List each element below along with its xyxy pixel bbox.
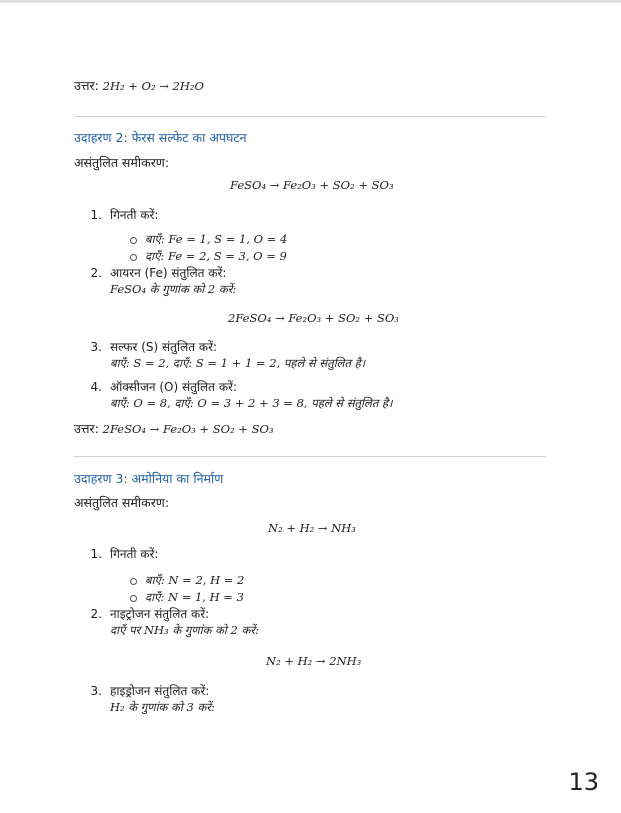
ex2-step2-number: 2. — [90, 266, 102, 280]
ex3-step2-equation: N₂ + H₂ → 2NH₃ — [266, 654, 362, 668]
ex3-step1-number: 1. — [90, 547, 102, 561]
answer-1-label: उत्तर: — [74, 78, 99, 93]
ex2-step2-text: आयरन (Fe) संतुलित करें: — [110, 266, 227, 280]
divider-2 — [74, 456, 546, 457]
divider-1 — [74, 116, 546, 117]
ex2-step3-detail: बाएँ: S = 2, दाएँ: S = 1 + 1 = 2, पहले से संतुलित है। — [110, 356, 366, 370]
bullet-icon — [130, 578, 137, 585]
ex2-step1-number: 1. — [90, 208, 102, 222]
ex3-step2-text: नाइट्रोजन संतुलित करें: — [110, 607, 210, 621]
ex2-step4-number: 4. — [90, 380, 102, 394]
ex2-step3-text: सल्फर (S) संतुलित करें: — [110, 340, 218, 354]
answer-2-label: उत्तर: — [74, 421, 99, 436]
ex3-step3-number: 3. — [90, 684, 102, 698]
ex2-step3-number: 3. — [90, 340, 102, 354]
ex3-step3-detail: H₂ के गुणांक को 3 करें: — [110, 700, 215, 714]
page-top-edge — [0, 0, 621, 3]
bullet-icon — [130, 254, 137, 261]
answer-1 — [74, 78, 204, 94]
ex2-step1-left: बाएँ: Fe = 1, S = 1, O = 4 — [145, 232, 288, 246]
example-2-unbalanced-label: असंतुलित समीकरण: — [74, 155, 170, 170]
ex2-step2-equation: 2FeSO₄ → Fe₂O₃ + SO₂ + SO₃ — [228, 311, 399, 325]
example-3-equation: N₂ + H₂ → NH₃ — [268, 521, 356, 535]
ex3-step1-text: गिनती करें: — [110, 547, 159, 561]
answer-2 — [74, 421, 274, 437]
bullet-icon — [130, 237, 137, 244]
example-2-title: उदाहरण 2: फेरस सल्फेट का अपघटन — [74, 130, 247, 145]
ex2-step4-detail: बाएँ: O = 8, दाएँ: O = 3 + 2 + 3 = 8, पहले से संतुलित है। — [110, 396, 393, 410]
example-2-equation: FeSO₄ → Fe₂O₃ + SO₂ + SO₃ — [230, 178, 394, 192]
answer-1-equation: 2H₂ + O₂ → 2H₂O — [102, 79, 204, 93]
page-number: 13 — [568, 768, 599, 796]
ex3-step2-detail: दाएँ पर NH₃ के गुणांक को 2 करें: — [110, 623, 259, 637]
ex2-step2-detail: FeSO₄ के गुणांक को 2 करें: — [110, 282, 237, 296]
ex3-step2-number: 2. — [90, 607, 102, 621]
ex2-step1-right: दाएँ: Fe = 2, S = 3, O = 9 — [145, 249, 287, 263]
example-3-title: उदाहरण 3: अमोनिया का निर्माण — [74, 471, 224, 486]
example-3-unbalanced-label: असंतुलित समीकरण: — [74, 495, 170, 510]
ex3-step1-left: बाएँ: N = 2, H = 2 — [145, 573, 245, 587]
ex3-step3-text: हाइड्रोजन संतुलित करें: — [110, 684, 210, 698]
ex2-step1-text: गिनती करें: — [110, 208, 159, 222]
answer-2-equation: 2FeSO₄ → Fe₂O₃ + SO₂ + SO₃ — [102, 422, 274, 436]
ex3-step1-right: दाएँ: N = 1, H = 3 — [145, 590, 244, 604]
bullet-icon — [130, 595, 137, 602]
ex2-step4-text: ऑक्सीजन (O) संतुलित करें: — [110, 380, 237, 394]
